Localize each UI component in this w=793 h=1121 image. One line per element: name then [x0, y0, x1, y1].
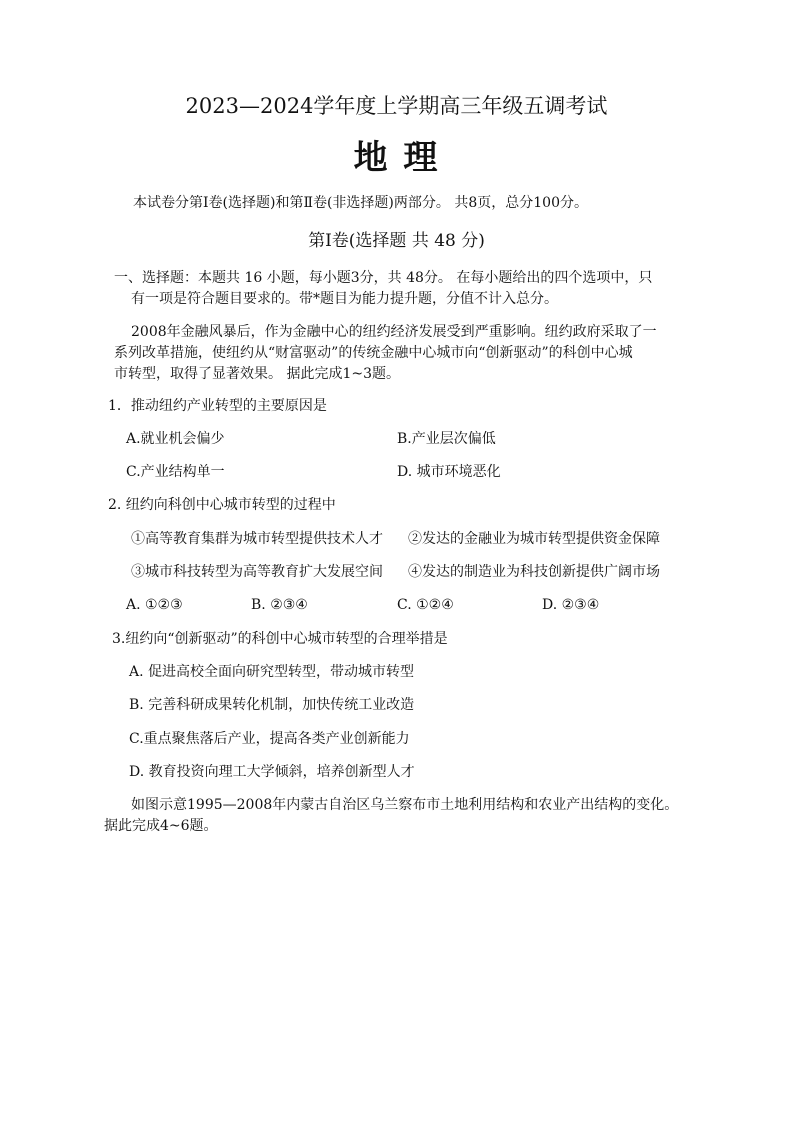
q3-option-a: A. 促进高校全面向研究型转型，带动城市转型 [129, 664, 415, 680]
q1-stem: 1．推动纽约产业转型的主要原因是 [108, 398, 327, 414]
q3-stem: 3.纽约向“创新驱动”的科创中心城市转型的合理举措是 [112, 631, 448, 647]
exam-title: 2023—2024学年度上学期高三年级五调考试 [185, 94, 608, 118]
q2-statement-3: ③城市科技转型为高等教育扩大发展空间 [131, 564, 383, 580]
q1-option-d: D. 城市环境恶化 [397, 464, 501, 480]
q2-statement-1: ①高等教育集群为城市转型提供技术人才 [131, 531, 383, 547]
passage1-line1: 2008年金融风暴后，作为金融中心的纽约经济发展受到严重影响。纽约政府采取了一 [131, 324, 657, 340]
q2-statement-2: ②发达的金融业为城市转型提供资金保障 [408, 531, 660, 547]
q2-option-c: C. ①②④ [397, 597, 454, 613]
section-instructions-line2: 有一项是符合题目要求的。带*题目为能力提升题，分值不计入总分。 [131, 291, 558, 307]
q1-option-a: A.就业机会偏少 [126, 431, 225, 447]
q1-option-c: C.产业结构单一 [126, 464, 225, 480]
subject-title: 地 理 [353, 138, 440, 178]
q3-option-c: C.重点聚焦落后产业，提高各类产业创新能力 [129, 731, 410, 747]
q3-option-d: D. 教育投资向理工大学倾斜，培养创新型人才 [129, 764, 415, 780]
passage2-line2: 据此完成4~6题。 [104, 818, 218, 834]
exam-intro: 本试卷分第Ⅰ卷(选择题)和第Ⅱ卷(非选择题)两部分。 共8页，总分100分。 [133, 195, 588, 211]
passage1-line3: 市转型，取得了显著效果。 据此完成1~3题。 [114, 366, 400, 382]
section-instructions-line1: 一、选择题：本题共 16 小题，每小题3分，共 48分。 在每小题给出的四个选项中，只 [114, 270, 653, 286]
q2-option-b: B. ②③④ [251, 597, 308, 613]
passage1-line2: 系列改革措施，使纽约从“财富驱动”的传统金融中心城市向“创新驱动”的科创中心城 [114, 345, 633, 361]
q2-stem: 2. 纽约向科创中心城市转型的过程中 [108, 497, 336, 513]
q3-option-b: B. 完善科研成果转化机制，加快传统工业改造 [129, 697, 415, 713]
q2-option-a: A. ①②③ [126, 597, 183, 613]
passage2-line1: 如图示意1995—2008年内蒙古自治区乌兰察布市土地利用结构和农业产出结构的变化。 [131, 797, 679, 813]
section-title: 第Ⅰ卷(选择题 共 48 分) [308, 231, 485, 251]
q1-option-b: B.产业层次偏低 [397, 431, 496, 447]
q2-statement-4: ④发达的制造业为科技创新提供广阔市场 [408, 564, 660, 580]
q2-option-d: D. ②③④ [542, 597, 600, 613]
